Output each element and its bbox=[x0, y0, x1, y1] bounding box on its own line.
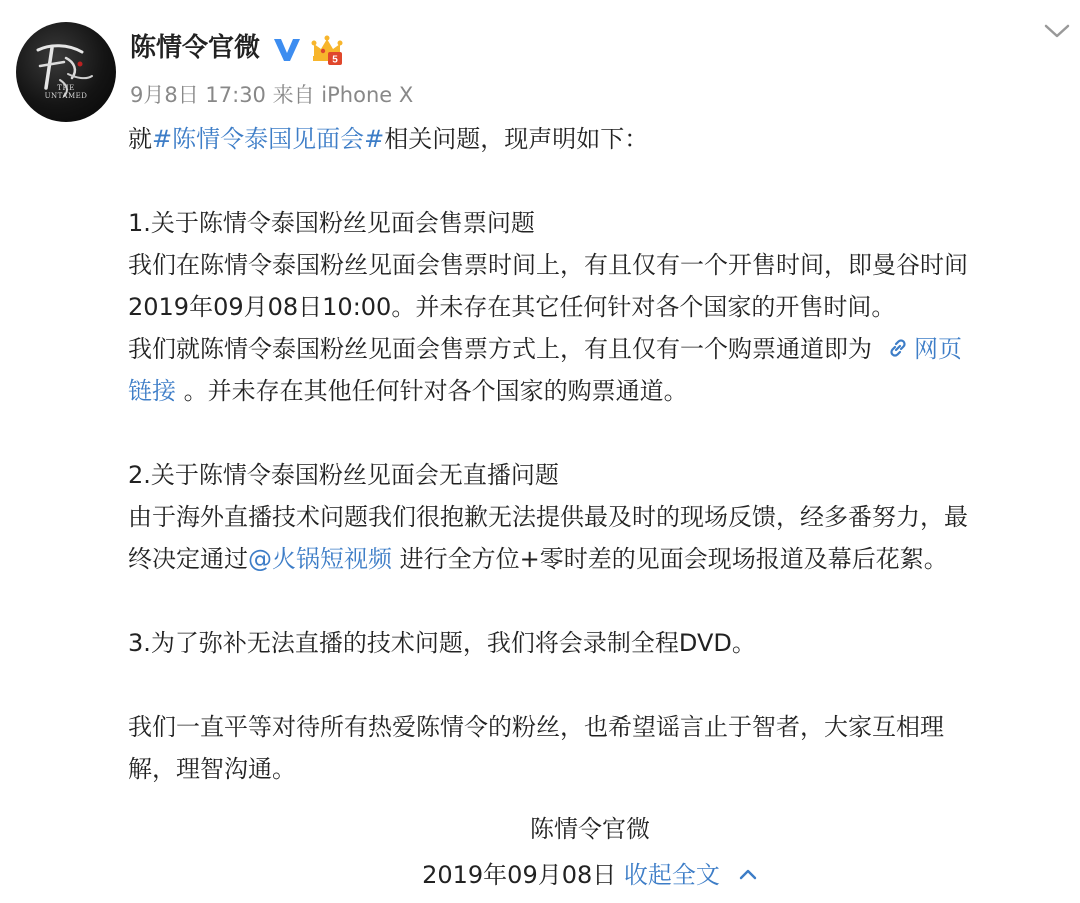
section2-line: 终决定通过@火锅短视频 进行全方位+零时差的见面会现场报道及幕后花絮。 bbox=[128, 545, 948, 573]
collapse-label[interactable]: 收起全文 bbox=[623, 861, 720, 889]
signature: 陈情令官微 bbox=[530, 815, 650, 843]
post-footer bbox=[0, 854, 1080, 896]
avatar[interactable] bbox=[16, 22, 116, 122]
section3-text: 3.为了弥补无法直播的技术问题，我们将会录制全程DVD。 bbox=[128, 629, 756, 657]
chevron-down-icon[interactable] bbox=[1043, 20, 1071, 42]
section1-line: 我们在陈情令泰国粉丝见面会售票时间上，有且仅有一个开售时间，即曼谷时间 bbox=[128, 251, 968, 279]
section1-line: 2019年09月08日10:00。并未存在其它任何针对各个国家的开售时间。 bbox=[128, 293, 896, 321]
svg-text:5: 5 bbox=[332, 54, 338, 66]
signed-date: 2019年09月08日 bbox=[422, 861, 617, 889]
post-body bbox=[128, 118, 1068, 790]
author-name[interactable]: 陈情令官微 bbox=[130, 33, 261, 63]
post-source-prefix: 来自 bbox=[272, 83, 315, 107]
section2-heading: 2.关于陈情令泰国粉丝见面会无直播问题 bbox=[128, 461, 559, 489]
intro-line: 就#陈情令泰国见面会#相关问题，现声明如下： bbox=[128, 125, 649, 153]
section1-line: 我们就陈情令泰国粉丝见面会售票方式上，有且仅有一个购票通道即为 网页 bbox=[128, 335, 962, 363]
closing-line: 我们一直平等对待所有热爱陈情令的粉丝，也希望谣言止于智者，大家互相理 bbox=[128, 713, 944, 741]
section2-line: 由于海外直播技术问题我们很抱歉无法提供最及时的现场反馈，经多番努力，最 bbox=[128, 503, 968, 531]
link-chain-icon bbox=[886, 336, 910, 360]
section1-heading: 1.关于陈情令泰国粉丝见面会售票问题 bbox=[128, 209, 535, 237]
hashtag-link[interactable]: #陈情令泰国见面会# bbox=[152, 125, 385, 153]
post-source-device: iPhone X bbox=[321, 83, 414, 107]
chevron-up-icon[interactable] bbox=[738, 867, 758, 881]
mention-link[interactable]: @火锅短视频 bbox=[248, 545, 392, 573]
section1-line: 链接 。并未存在其他任何针对各个国家的购票通道。 bbox=[128, 377, 688, 405]
web-link-continued[interactable]: 链接 bbox=[128, 377, 176, 405]
avatar-logo-text: THE UNTAMED bbox=[44, 84, 88, 100]
verified-v-icon bbox=[272, 34, 302, 64]
collapse-button[interactable] bbox=[624, 861, 758, 889]
avatar-calligraphy-icon bbox=[16, 22, 116, 122]
closing-line: 解，理智沟通。 bbox=[128, 755, 296, 783]
web-link[interactable]: 网页 bbox=[872, 335, 962, 363]
post-meta bbox=[130, 80, 413, 110]
post-timestamp[interactable]: 9月8日 17:30 bbox=[130, 83, 266, 107]
vip-crown-icon[interactable] bbox=[310, 34, 344, 66]
